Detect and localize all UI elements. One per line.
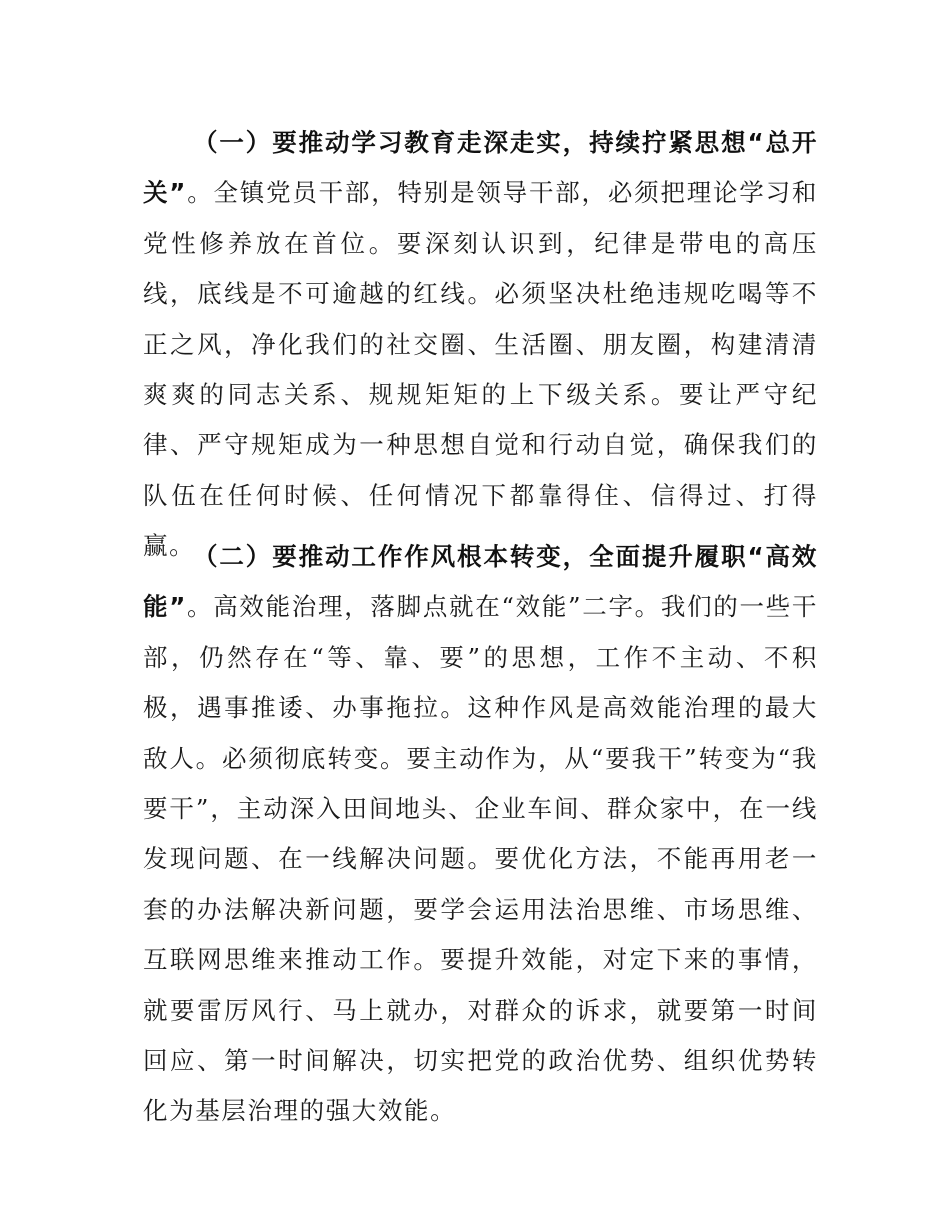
paragraph-1-heading: （一）要推动学习教育走深走实，持续拧紧思想“总开关” [143,128,818,208]
paragraph-1-body: 。全镇党员干部，特别是领导干部，必须把理论学习和党性修养放在首位。要深刻认识到，纪律是带电的高压线，底线是不可逾越的红线。必须坚决杜绝违规吃喝等不正之风，净化我们的社交圈、生活圈、朋友圈，构建清清爽爽的同志关系、规规矩矩的上下级关系。要让严守纪律、严守规矩成为一种思想自觉和行动自觉，确保我们的队伍在任何时候、任何情况下都靠得住、信得过、打得赢。 [143,178,818,561]
paragraph-1 [143,118,818,572]
paragraph-2 [143,532,818,1137]
paragraph-2-body: 。高效能治理，落脚点就在“效能”二字。我们的一些干部，仍然存在“等、靠、要”的思想，工作不主动、不积极，遇事推诿、办事拖拉。这种作风是高效能治理的最大敌人。必须彻底转变。要主动作为，从“要我干”转变为“我要干”，主动深入田间地头、企业车间、群众家中，在一线发现问题、在一线解决问题。要优化方法，不能再用老一套的办法解决新问题，要学会运用法治思维、市场思维、互联网思维来推动工作。要提升效能，对定下来的事情，就要雷厉风行、马上就办，对群众的诉求，就要第一时间回应、第一时间解决，切实把党的政治优势、组织优势转化为基层治理的强大效能。 [143,592,818,1126]
paragraph-2-heading: （二）要推动工作作风根本转变，全面提升履职“高效能” [143,542,818,622]
